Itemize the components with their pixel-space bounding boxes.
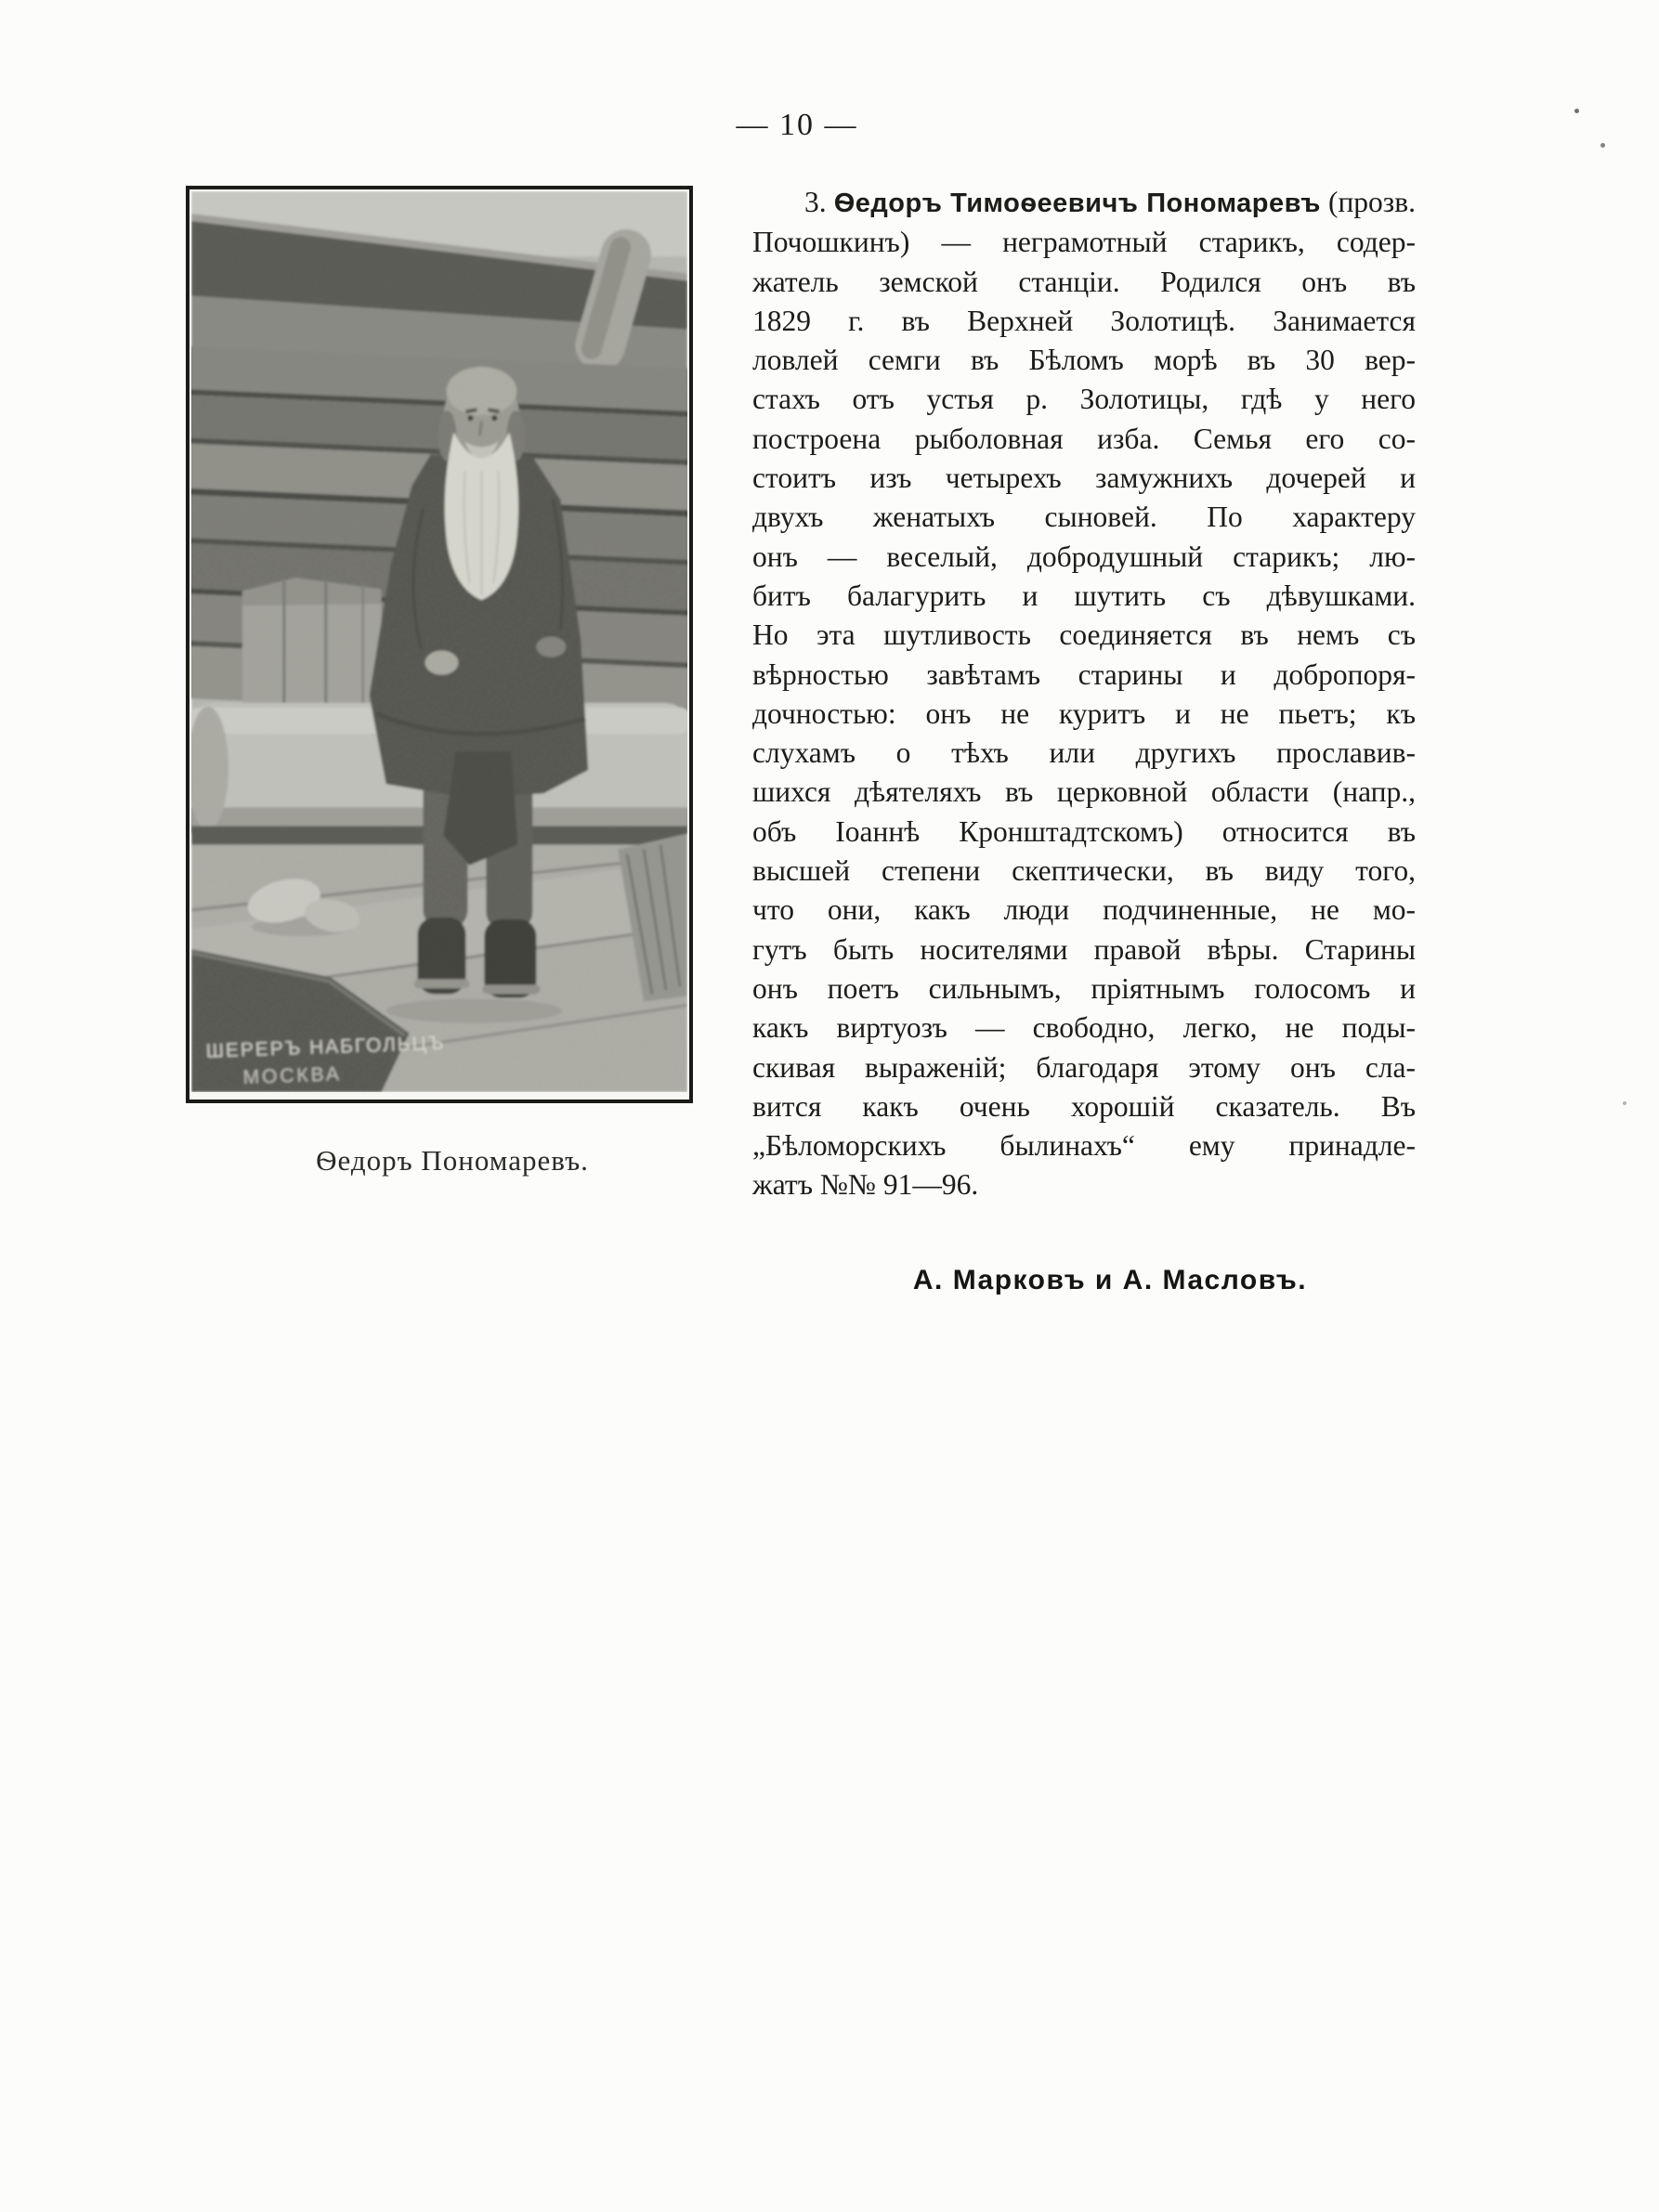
text-line [752,183,1416,223]
text-line: какъ виртуозъ — свободно, легко, не поды- [752,1011,1416,1045]
text-line: Почошкинъ) — неграмотный старикъ, содер- [752,226,1416,259]
portrait-photo [186,186,693,1103]
text-line: жатель земской станціи. Родился онъ въ [752,265,1416,298]
text-line: объ Іоаннѣ Кронштадтскомъ) относится въ [752,814,1416,848]
text-line: двухъ женатыхъ сыновей. По характеру [752,501,1416,534]
text-line: ловлей семги въ Бѣломъ морѣ въ 30 вер- [752,344,1416,377]
text-line: построена рыболовная изба. Семья его со- [752,422,1416,455]
photo-caption: Ѳедоръ Пономаревъ. [316,1144,589,1177]
text-line: битъ балагурить и шутить съ дѣвушками. [752,579,1416,612]
scan-speck [1574,109,1579,113]
text-line: жатъ №№ 91—96. [752,1168,979,1202]
text-line: стахъ отъ устья р. Золотицы, гдѣ у него [752,383,1416,416]
studio-watermark-line1: ШЕРЕРЪ НАБГОЛЬЦЪ [205,1032,446,1062]
text-line: высшей степени скептически, въ виду того, [752,854,1416,888]
authors-byline: А. Марковъ и А. Масловъ. [912,1265,1308,1295]
text-line: вится какъ очень хорошій сказатель. Въ [752,1089,1416,1123]
article-text [752,183,1416,1205]
paragraph-index: 3. [804,186,834,218]
text-line: Но эта шутливость соединяется въ немъ съ [752,618,1416,652]
text-line: онъ поетъ сильнымъ, пріятнымъ голосомъ и [752,971,1416,1005]
text-line: гутъ быть носителями правой вѣры. Старины [752,932,1416,966]
text-line: скивая выраженій; благодаря этому онъ сла- [752,1050,1416,1084]
scan-speck [1623,1101,1626,1105]
text-line: что они, какъ люди подчиненные, не мо- [752,893,1416,927]
text-line: шихся дѣятеляхъ въ церковной области (напр., [752,775,1416,809]
text-line: дочностью: онъ не куритъ и не пьетъ; къ [752,696,1416,730]
text-line: стоитъ изъ четырехъ замужнихъ дочерей и [752,462,1416,495]
page-number: — 10 — [736,108,858,142]
photo-scene [191,191,687,1092]
text-line: вѣрностью завѣтамъ старины и добропоря- [752,657,1416,691]
scan-speck [1600,143,1605,148]
text-line: 1829 г. въ Верхней Золотицѣ. Занимается [752,304,1416,337]
text-line: „Бѣломорскихъ былинахъ“ ему принадле- [752,1129,1416,1163]
photo-grain [191,191,687,1092]
text-line: онъ — веселый, добродушный старикъ; лю- [752,540,1416,573]
person-name: Ѳедоръ Тимоѳеевичъ Пономаревъ [833,189,1321,218]
studio-watermark-line2: МОСКВА [242,1063,343,1088]
text-line-tail: (прозв. [1320,186,1416,218]
text-line: слухамъ о тѣхъ или другихъ прославив- [752,736,1416,770]
portrait-photo-illustration [191,191,687,1092]
